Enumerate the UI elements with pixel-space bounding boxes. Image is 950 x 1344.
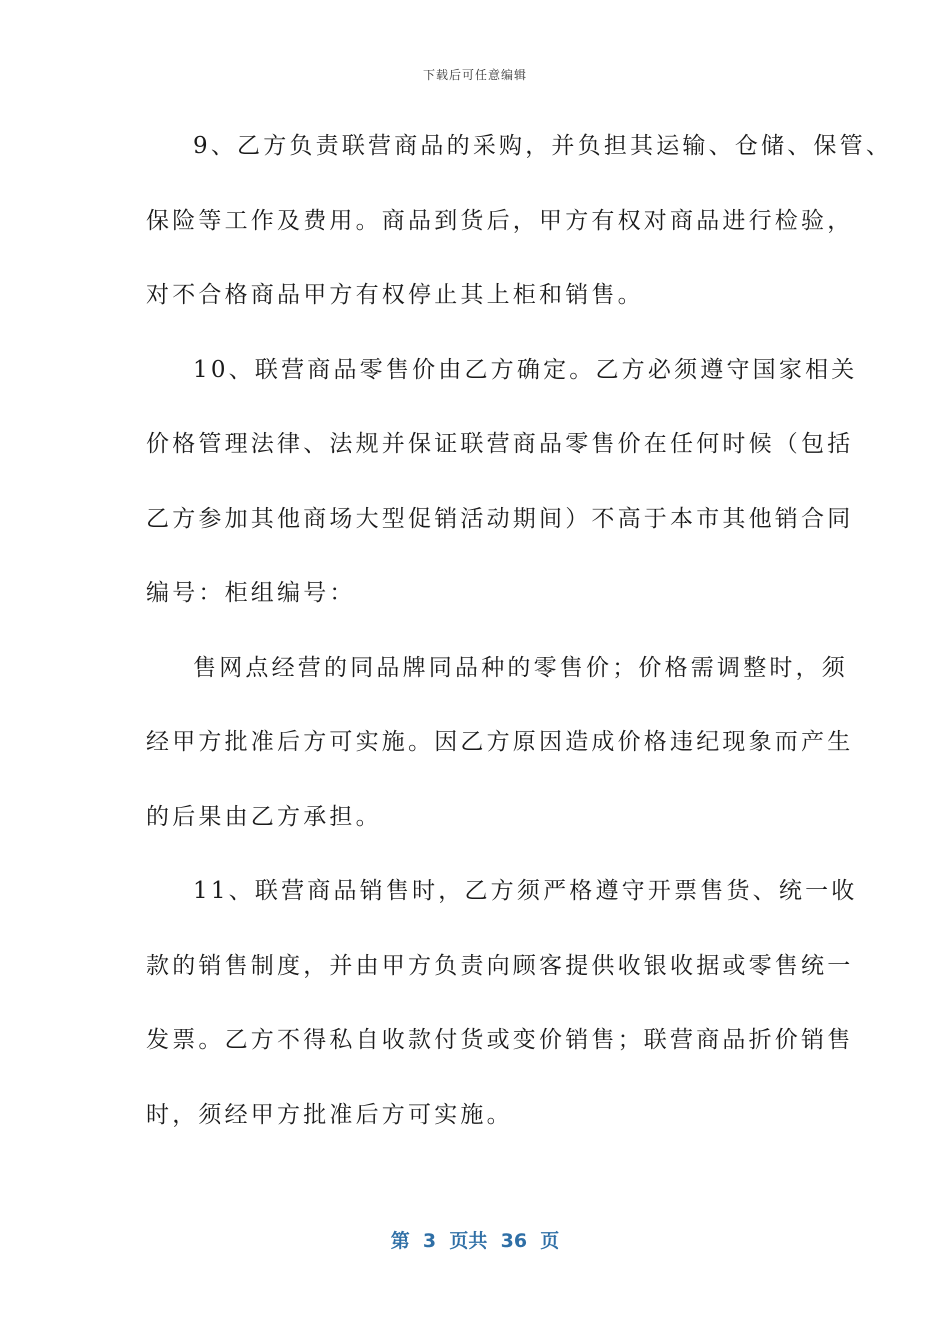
text-line: 保险等工作及费用。商品到货后，甲方有权对商品进行检验， [146,207,854,234]
text-line: 价格管理法律、法规并保证联营商品零售价在任何时候（包括 [146,431,854,457]
page-header-note: 下载后可任意编辑 [422,68,527,82]
text-line: 对不合格商品甲方有权停止其上柜和销售。 [146,282,644,308]
text-line: 时，须经甲方批准后方可实施。 [146,1101,513,1128]
text-line: 发票。乙方不得私自收款付货或变价销售；联营商品折价销售 [146,1027,854,1053]
text-line: 9、乙方负责联营商品的采购，并负担其运输、仓储、保管、 [193,133,893,159]
text-line: 经甲方批准后方可实施。因乙方原因造成价格违纪现象而产生 [146,729,854,755]
text-line: 10、联营商品零售价由乙方确定。乙方必须遵守国家相关 [193,356,858,383]
text-line: 款的销售制度，并由甲方负责向顾客提供收银收据或零售统一 [146,952,854,979]
page-number-footer: 第 3 页共 36 页 [390,1230,560,1252]
text-line: 售网点经营的同品牌同品种的零售价；价格需调整时，须 [193,654,848,681]
text-line: 的后果由乙方承担。 [146,803,382,830]
text-line: 11、联营商品销售时，乙方须严格遵守开票售货、统一收 [193,878,858,904]
document-body [146,124,893,1167]
text-line: 编号：柜组编号： [146,580,356,606]
text-line: 乙方参加其他商场大型促销活动期间）不高于本市其他销合同 [146,505,854,532]
